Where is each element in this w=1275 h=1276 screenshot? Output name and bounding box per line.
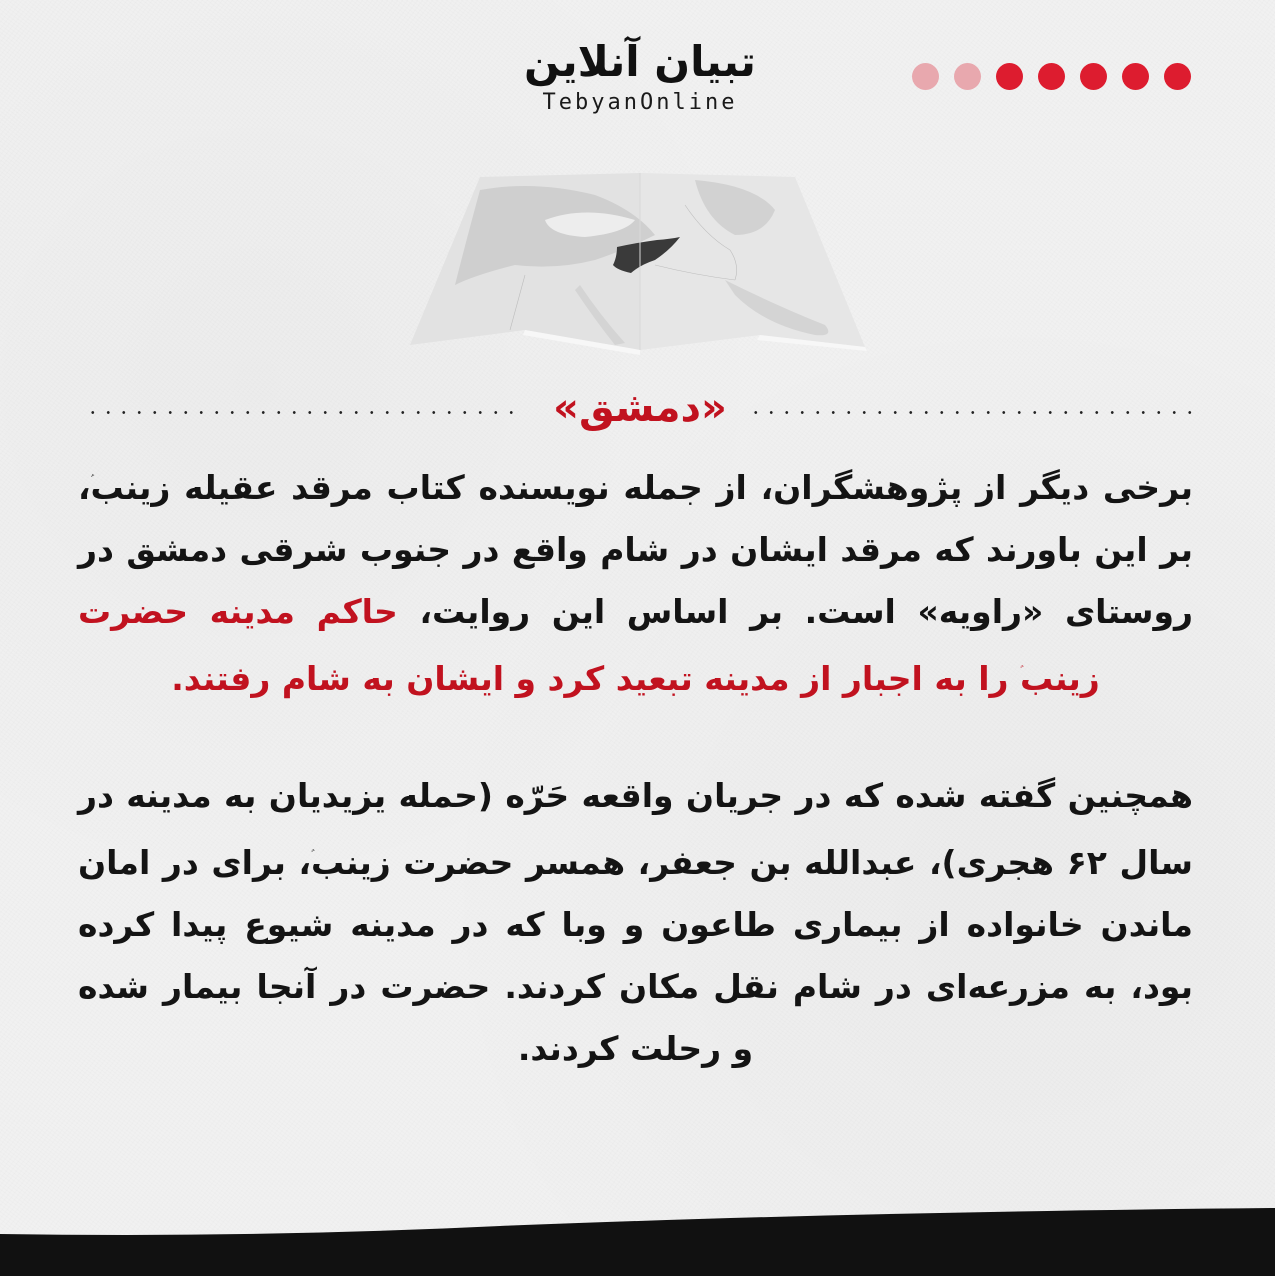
paragraph-2-text-b: ، برای در امان ماندن خانواده از بیماری طاعون و وبا که در مدینه شیوع پیدا کرده بود، به مزرعه‌ای در شام نقل مکان کردند. حضرت در آنجا بیمار شده و رحلت کردند. — [78, 843, 1193, 1068]
paragraph-1-text-a: برخی دیگر از پژوهشگران، از جمله نویسنده کتاب مرقد عقیله زینب — [90, 468, 1193, 507]
dotted-divider-right — [748, 411, 1193, 414]
slide-indicator — [912, 63, 1191, 90]
slide-dot-5 — [996, 63, 1023, 90]
dotted-divider-left — [85, 411, 525, 414]
paragraph-1-highlight-a: حاکم مدینه حضرت زینب — [78, 592, 1100, 698]
paragraph-1-highlight-b: را به اجبار از مدینه تبعید کرد و ایشان به شام رفتند. — [171, 659, 1021, 698]
footer-wave-band — [0, 1176, 1275, 1276]
slide-dot-6 — [954, 63, 981, 90]
slide-dot-7 — [912, 63, 939, 90]
slide-dot-3 — [1080, 63, 1107, 90]
paragraph-2-text-a: همچنین گفته شده که در جریان واقعه حَرّه (حمله یزیدیان به مدینه در سال ۶۲ هجری)، عبدالله بن جعفر، همسر حضرت زینب — [78, 776, 1193, 882]
paragraph-2 — [78, 765, 1193, 1080]
section-title: «دمشق» — [553, 385, 727, 431]
middle-east-map-illustration — [395, 165, 885, 360]
slide-dot-1 — [1164, 63, 1191, 90]
slide-dot-4 — [1038, 63, 1065, 90]
brand-name-fa: تبیان آنلاین — [524, 37, 756, 86]
slide-dot-2 — [1122, 63, 1149, 90]
brand-logo — [515, 38, 765, 115]
brand-name-en: TebyanOnline — [542, 90, 738, 115]
paragraph-1-text-b: ، بر این باورند که مرقد ایشان در شام واقع در جنوب شرقی دمشق در روستای «راویه» است. بر اساس این روایت، — [78, 468, 1194, 631]
paragraph-1 — [78, 452, 1193, 710]
section-title-row — [85, 380, 1193, 440]
